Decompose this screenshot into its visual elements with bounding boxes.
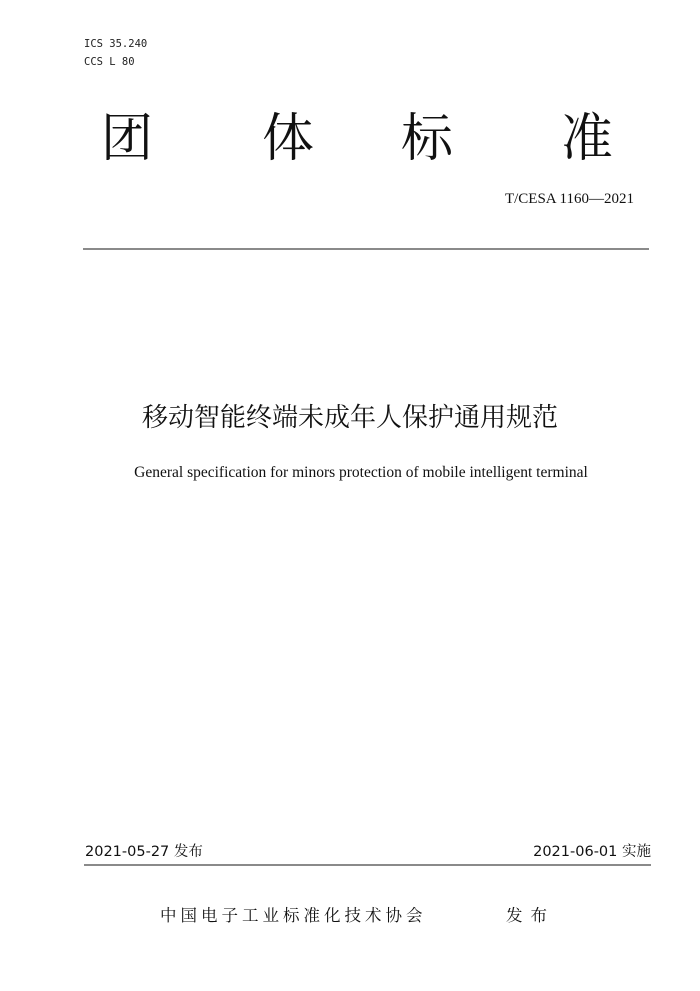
publish-label: 发布 [506, 906, 555, 925]
header-char-4: 准 [560, 109, 613, 169]
header-char-3: 标 [400, 109, 453, 169]
publisher-name: 中国电子工业标准化技术协会 [160, 906, 427, 925]
issue-date: 2021-05-27 发布 [85, 844, 203, 860]
document-title-chinese: 移动智能终端未成年人保护通用规范 [141, 403, 558, 433]
implementation-date: 2021-06-01 实施 [533, 844, 651, 860]
header-char-2: 体 [261, 109, 314, 169]
ccs-code: CCS L 80 [84, 56, 135, 68]
document-title-english: General specification for minors protection of mobile intelligent terminal [134, 464, 588, 481]
ics-code: ICS 35.240 [84, 38, 148, 50]
standard-number: T/CESA 1160—2021 [504, 191, 634, 207]
top-divider [83, 248, 649, 250]
bottom-divider [84, 864, 651, 866]
header-char-1: 团 [100, 109, 153, 169]
